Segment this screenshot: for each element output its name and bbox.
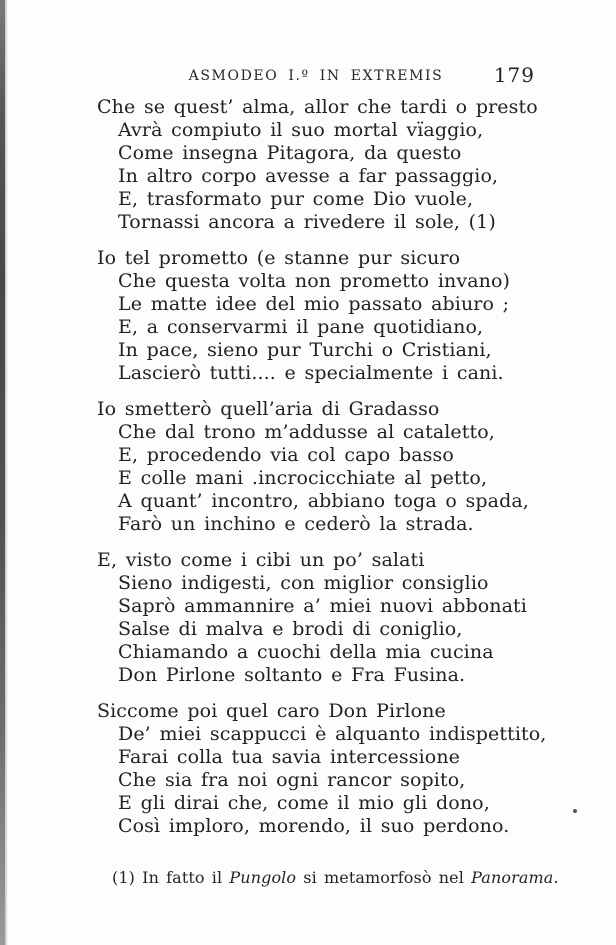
footnote-cited-title: Panorama: [471, 868, 554, 887]
poem-line: Le matte idee del mio passato abiuro ;: [118, 293, 510, 315]
footnote: [97, 867, 559, 888]
poem-stanza-1: [97, 96, 538, 234]
poem-line: Farai colla tua savia intercessione: [118, 746, 461, 768]
poem-line: Salse di malva e brodi di coniglio,: [118, 618, 463, 640]
book-binding-edge: [0, 0, 5, 945]
poem-line: Che sia fra noi ogni rancor sopito,: [118, 769, 466, 791]
poem-line: E, procedendo via col capo basso: [118, 444, 454, 466]
poem-line: Sieno indigesti, con miglior consiglio: [118, 572, 489, 594]
poem-line: E gli dirai che, come il mio gli dono,: [118, 792, 490, 814]
poem-line: Io tel prometto (e stanne pur sicuro: [97, 247, 461, 269]
poem-line: In pace, sieno pur Turchi o Cristiani,: [118, 339, 492, 361]
footnote-text: .: [553, 868, 559, 887]
poem-line: Avrà compiuto il suo mortal vïaggio,: [118, 119, 484, 141]
page-number: 179: [493, 63, 535, 87]
poem-line: Che dal trono m’addusse al cataletto,: [118, 421, 495, 443]
poem-line: E, a conservarmi il pane quotidiano,: [118, 316, 484, 338]
poem-line: Siccome poi quel caro Don Pirlone: [97, 700, 446, 722]
footnote-cited-title: Pungolo: [229, 868, 297, 887]
poem-line: In altro corpo avesse a far passaggio,: [118, 165, 499, 187]
poem-line: Tornassi ancora a rivedere il sole, (1): [118, 211, 496, 233]
footnote-text: si metamorfosò nel: [296, 868, 472, 887]
poem-line: Io smetterò quell’aria di Gradasso: [97, 398, 440, 420]
page-content: [97, 63, 559, 888]
poem-line: Così imploro, morendo, il suo perdono.: [118, 815, 510, 837]
page-header: [97, 63, 535, 87]
poem-stanza-4: [97, 549, 535, 687]
running-title: ASMODEO I.º IN EXTREMIS: [188, 68, 444, 84]
poem-stanza-5: [97, 700, 547, 838]
poem-line: Che questa volta non prometto invano): [118, 270, 511, 292]
poem-line: E colle mani .incrocicchiate al petto,: [118, 467, 488, 489]
poem-stanza-2: [97, 247, 535, 385]
poem-stanza-3: [97, 398, 535, 536]
footnote-text: (1) In fatto il: [112, 868, 230, 887]
ink-speck: [573, 809, 577, 813]
poem-line: Don Pirlone soltanto e Fra Fusina.: [118, 664, 466, 686]
poem-line: E, visto come i cibi un po’ salati: [97, 549, 425, 571]
poem-line: Farò un inchino e cederò la strada.: [118, 513, 474, 535]
poem: [97, 96, 547, 838]
poem-line: A quant’ incontro, abbiano toga o spada,: [118, 490, 529, 512]
poem-line: Che se quest’ alma, allor che tardi o presto: [97, 96, 538, 118]
poem-line: De’ miei scappucci è alquanto indispettito,: [118, 723, 547, 745]
poem-line: Chiamando a cuochi della mia cucina: [118, 641, 494, 663]
poem-line: E, trasformato pur come Dio vuole,: [118, 188, 474, 210]
poem-line: Saprò ammannire a’ miei nuovi abbonati: [118, 595, 527, 617]
poem-line: Come insegna Pitagora, da questo: [118, 142, 462, 164]
poem-line: Lascierò tutti.... e specialmente i cani.: [118, 362, 504, 384]
